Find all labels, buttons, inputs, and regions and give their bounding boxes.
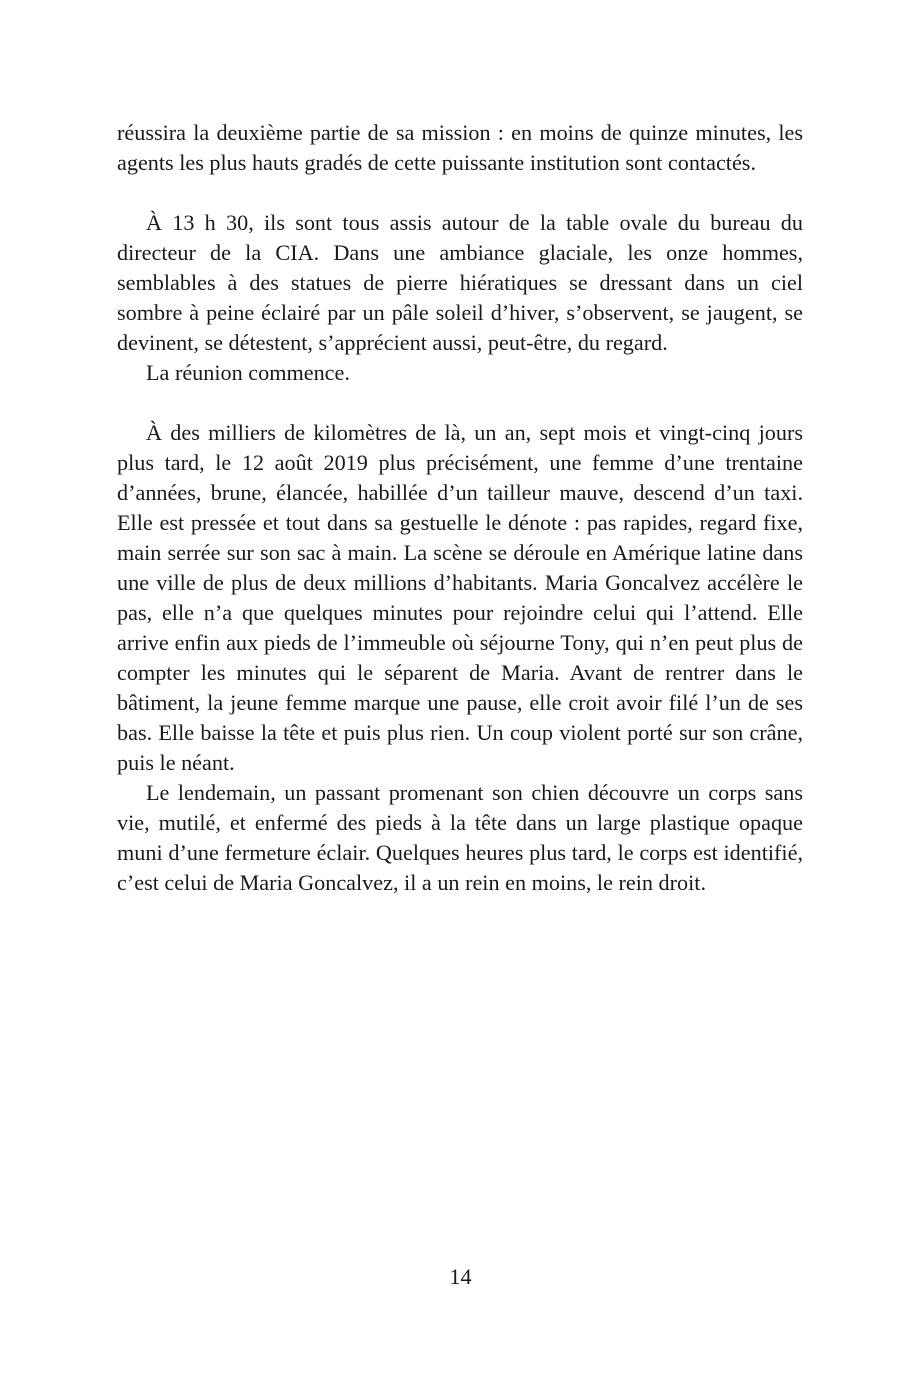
paragraph-5: Le lendemain, un passant promenant son chien découvre un corps sans vie, mutilé, et enfermé des pieds à la tête dans un large plastique opaque muni d’une fermeture éclair. Quelques heures plus tard, le corps est identifié, c’est celui de Maria Goncalvez, il a un rein en moins, le rein droit. bbox=[117, 780, 803, 895]
paragraph-2: À 13 h 30, ils sont tous assis autour de la table ovale du bureau du directeur de la CIA. Dans une ambiance glaciale, les onze hommes, semblables à des statues de pierre hiératiques se dressant dans un ciel sombre à peine éclairé par un pâle soleil d’hiver, s’observent, se jaugent, se devinent, se détestent, s’apprécient aussi, peut-être, du regard. bbox=[117, 210, 803, 355]
paragraph-4: À des milliers de kilomètres de là, un an, sept mois et vingt-cinq jours plus tard, le 12 août 2019 plus précisément, une femme d’une trentaine d’années, brune, élancée, habillée d’un tailleur mauve, descend d’un taxi. Elle est pressée et tout dans sa gestuelle le dénote : pas rapides, regard fixe, main serrée sur son sac à main. La scène se déroule en Amérique latine dans une ville de plus de deux millions d’habitants. Maria Goncalvez accélère le pas, elle n’a que quelques minutes pour rejoindre celui qui l’attend. Elle arrive enfin aux pieds de l’immeuble où séjourne Tony, qui n’en peut plus de compter les minutes qui le séparent de Maria. Avant de rentrer dans le bâtiment, la jeune femme marque une pause, elle croit avoir filé l’un de ses bas. Elle baisse la tête et puis plus rien. Un coup violent porté sur son crâne, puis le néant. bbox=[117, 420, 803, 775]
page-number: 14 bbox=[449, 1264, 472, 1289]
paragraph-3: La réunion commence. bbox=[146, 360, 350, 385]
body-text bbox=[117, 118, 803, 898]
paragraph-1: réussira la deuxième partie de sa mission : en moins de quinze minutes, les agents les plus hauts gradés de cette puissante institution sont contactés. bbox=[117, 120, 803, 175]
